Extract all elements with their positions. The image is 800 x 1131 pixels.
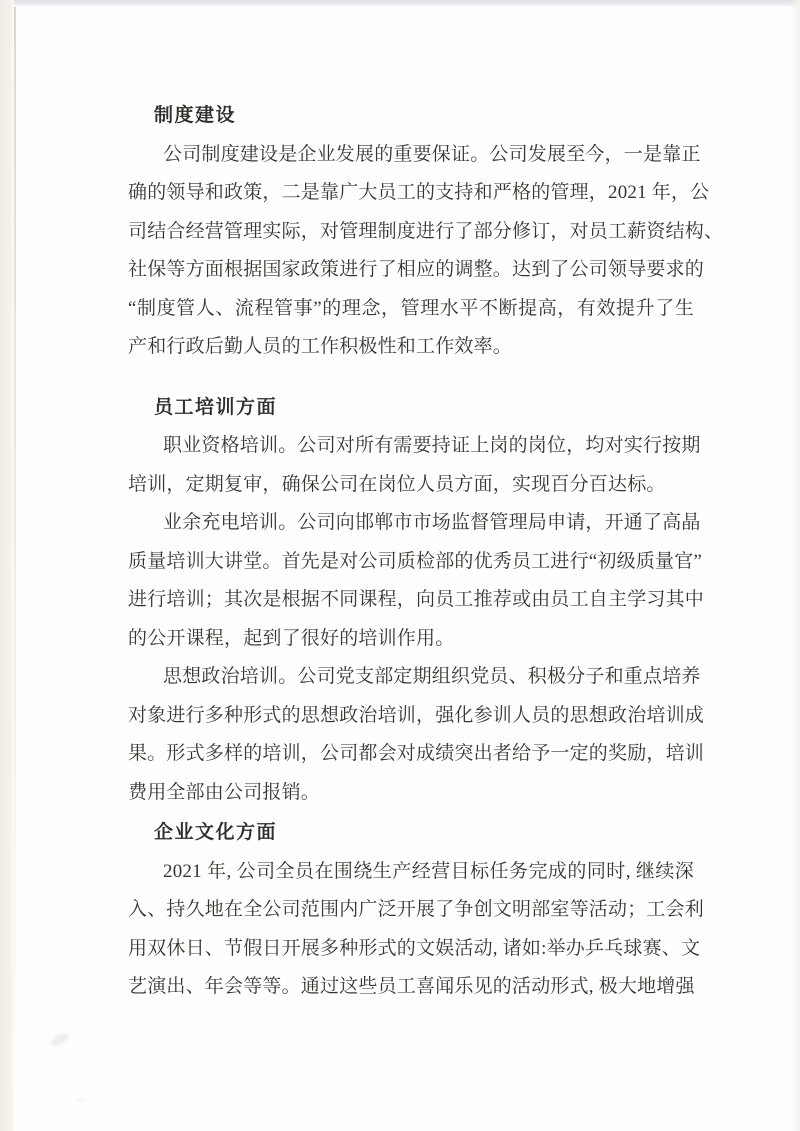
text-line: 入、持久地在全公司范围内广泛开展了争创文明部室等活动；工会利 [128, 899, 705, 920]
text-line: 公司制度建设是企业发展的重要保证。公司发展至今，一是靠正 [163, 143, 701, 165]
section-employee-training [128, 389, 705, 813]
text-line: 的公开课程，起到了很好的培训作用。 [128, 627, 455, 649]
text-line: 职业资格培训。公司对所有需要持证上岗的岗位，均对实行按期 [163, 435, 701, 456]
text-line: 费用全部由公司报销。 [128, 781, 321, 803]
text-line: 进行培训；其次是根据不同课程，向员工推荐或由员工自主学习其中 [128, 589, 705, 610]
section-system-construction [128, 97, 724, 367]
text-line: 思想政治培训。公司党支部定期组织党员、积极分子和重点培养 [163, 666, 701, 687]
text-line: 社保等方面根据国家政策进行了相应的调整。达到了公司领导要求的 [128, 259, 705, 280]
text-line: 用双休日、节假日开展多种形式的文娱活动, 诸如:举办乒乓球赛、文 [128, 937, 701, 959]
text-line: 产和行政后勤人员的工作积极性和工作效率。 [128, 336, 513, 357]
paragraph [128, 504, 705, 658]
paragraph [128, 427, 701, 504]
text-line: 培训，定期复审，确保公司在岗位人员方面，实现百分百达标。 [128, 473, 666, 495]
section-corporate-culture [128, 814, 705, 1007]
paragraph [128, 658, 705, 812]
section-heading-corporate-culture: 企业文化方面 [154, 822, 278, 843]
scan-top-edge [0, 0, 800, 7]
scan-right-edge [790, 0, 800, 1131]
text-line: 2021 年, 公司全员在围绕生产经营目标任务完成的同时, 继续深 [163, 860, 694, 882]
scan-smudge [76, 1098, 86, 1102]
text-line: 确的领导和政策，二是靠广大员工的支持和严格的管理，2021 年，公 [128, 182, 710, 203]
text-line: 司结合经营管理实际，对管理制度进行了部分修订，对员工薪资结构、 [128, 220, 724, 242]
document-text-block [128, 97, 724, 1007]
section-heading-system-construction: 制度建设 [154, 105, 237, 126]
section-heading-employee-training: 员工培训方面 [154, 396, 278, 418]
paragraph [128, 136, 724, 367]
text-line: 艺演出、年会等等。通过这些员工喜闻乐见的活动形式, 极大地增强 [128, 976, 695, 997]
text-line: 质量培训大讲堂。首先是对公司质检部的优秀员工进行“初级质量官” [128, 550, 703, 572]
scan-left-edge-line [14, 7, 16, 1107]
text-line: “制度管人、流程管事”的理念，管理水平不断提高，有效提升了生 [128, 297, 694, 319]
scan-left-edge [0, 0, 14, 1131]
paragraph [128, 853, 705, 1007]
text-line: 业余充电培训。公司向邯郸市市场监督管理局申请，开通了高晶 [163, 512, 701, 533]
text-line: 对象进行多种形式的思想政治培训，强化参训人员的思想政治培训成 [128, 704, 705, 726]
text-line: 果。形式多样的培训，公司都会对成绩突出者给予一定的奖励，培训 [128, 743, 705, 764]
scan-smudge [49, 1031, 71, 1049]
